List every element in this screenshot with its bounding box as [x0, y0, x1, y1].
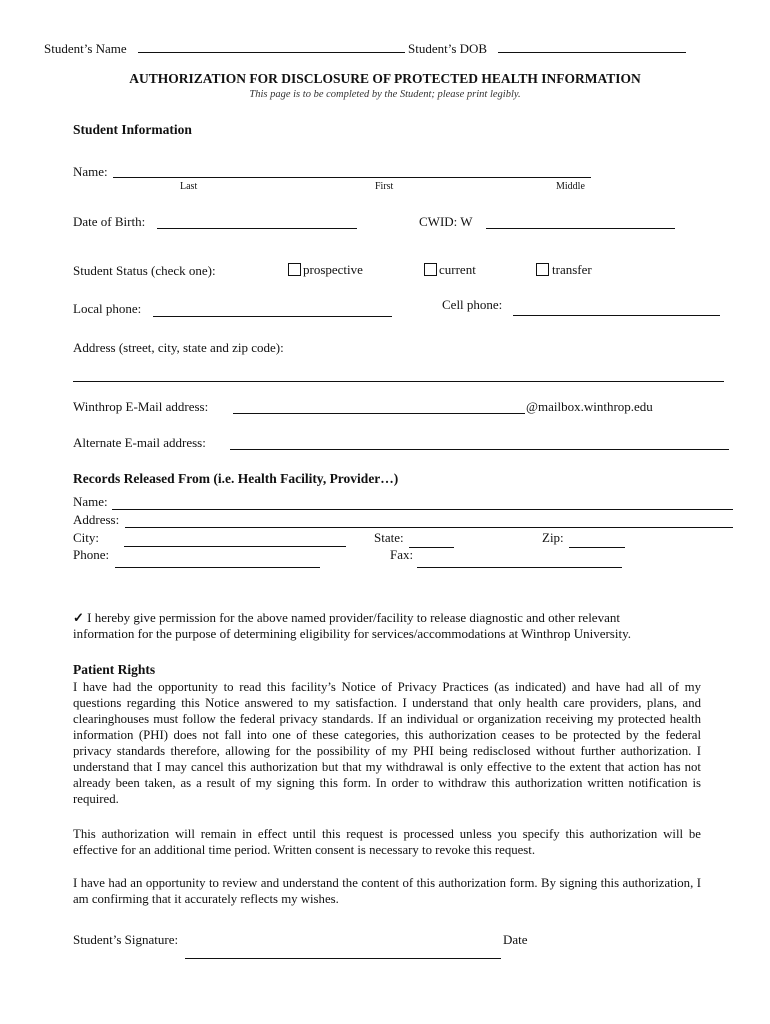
records-zip-label: Zip: — [542, 530, 564, 545]
records-state-field[interactable] — [409, 547, 454, 548]
student-dob-label: Student’s DOB — [408, 41, 488, 56]
name-field[interactable] — [113, 177, 591, 178]
dob-label: Date of Birth: — [73, 214, 146, 229]
winthrop-email-label: Winthrop E-Mail address: — [73, 399, 209, 414]
patient-rights-heading: Patient Rights — [73, 662, 156, 677]
cwid-label: CWID: W — [419, 214, 473, 229]
address-label: Address (street, city, state and zip code): — [73, 340, 284, 355]
name-label: Name: — [73, 164, 108, 179]
check-mark-icon: ✓ — [73, 610, 84, 625]
records-fax-label: Fax: — [390, 547, 414, 562]
permission-line-1 — [73, 610, 620, 626]
records-name-field[interactable] — [112, 509, 733, 510]
current-checkbox[interactable] — [424, 263, 437, 276]
records-zip-field[interactable] — [569, 547, 625, 548]
permission-text-1: I hereby give permission for the above named provider/facility to release diagnostic and other relevant — [83, 610, 620, 625]
student-dob-field[interactable] — [498, 52, 686, 53]
signature-field[interactable] — [185, 958, 501, 959]
cell-phone-field[interactable] — [513, 315, 720, 316]
records-phone-label: Phone: — [73, 547, 110, 562]
records-address-label: Address: — [73, 512, 120, 527]
local-phone-field[interactable] — [153, 316, 392, 317]
records-heading: Records Released From (i.e. Health Facility, Provider…) — [73, 471, 399, 486]
middle-caption: Middle — [556, 181, 585, 192]
records-fax-field[interactable] — [417, 567, 622, 568]
signature-label: Student’s Signature: — [73, 932, 179, 947]
records-city-label: City: — [73, 530, 100, 545]
address-field[interactable] — [73, 381, 724, 382]
last-caption: Last — [180, 181, 198, 192]
prospective-label: prospective — [303, 262, 363, 277]
winthrop-email-field[interactable] — [233, 413, 525, 414]
cwid-field[interactable] — [486, 228, 675, 229]
dob-field[interactable] — [157, 228, 357, 229]
patient-rights-paragraph-3: I have had an opportunity to review and understand the content of this authorization form. By signing this authorization, I am confirming that it accurately reflects my wishes. — [73, 876, 701, 906]
permission-line-2: information for the purpose of determining eligibility for services/accommodations at Winthrop University. — [73, 626, 631, 641]
records-state-label: State: — [374, 530, 404, 545]
patient-rights-paragraph-1: I have had the opportunity to read this facility’s Notice of Privacy Practices (as indicated) and have had all of my questions regarding this Notice answered to my satisfaction. I understand that only health care providers, plans, and clearinghouses must follow the federal privacy standards. If an individual or organization receiving my protected health information (PHI) does not fall into one of these categories, this authorization ceases to be protected by the federal privacy standards therefore, allowing for the possibility of my PHI being redisclosed without further authorization. I understand that I may cancel this authorization but that my withdrawal is only effective to the extent that action has not already been taken, as a result of my signing this form. In order to withdraw this authorization written notification is required. — [73, 680, 701, 806]
records-city-field[interactable] — [124, 546, 346, 547]
cell-phone-label: Cell phone: — [442, 297, 503, 312]
alt-email-label: Alternate E-mail address: — [73, 435, 206, 450]
current-label: current — [439, 262, 476, 277]
form-subtitle: This page is to be completed by the Student; please print legibly. — [249, 89, 521, 100]
student-name-label: Student’s Name — [44, 41, 127, 56]
records-name-label: Name: — [73, 494, 108, 509]
records-phone-field[interactable] — [115, 567, 320, 568]
transfer-checkbox[interactable] — [536, 263, 549, 276]
records-address-field[interactable] — [125, 527, 733, 528]
first-caption: First — [375, 181, 394, 192]
patient-rights-paragraph-2: This authorization will remain in effect until this request is processed unless you specify this authorization will be effective for an additional time period. Written consent is necessary to revoke this request. — [73, 827, 701, 857]
prospective-checkbox[interactable] — [288, 263, 301, 276]
date-label: Date — [503, 932, 528, 947]
status-label: Student Status (check one): — [73, 263, 216, 278]
alt-email-field[interactable] — [230, 449, 729, 450]
form-title: AUTHORIZATION FOR DISCLOSURE OF PROTECTED HEALTH INFORMATION — [129, 71, 641, 86]
local-phone-label: Local phone: — [73, 301, 142, 316]
winthrop-email-suffix: @mailbox.winthrop.edu — [526, 399, 653, 414]
student-name-field[interactable] — [138, 52, 405, 53]
transfer-label: transfer — [552, 262, 592, 277]
student-info-heading: Student Information — [73, 122, 192, 137]
